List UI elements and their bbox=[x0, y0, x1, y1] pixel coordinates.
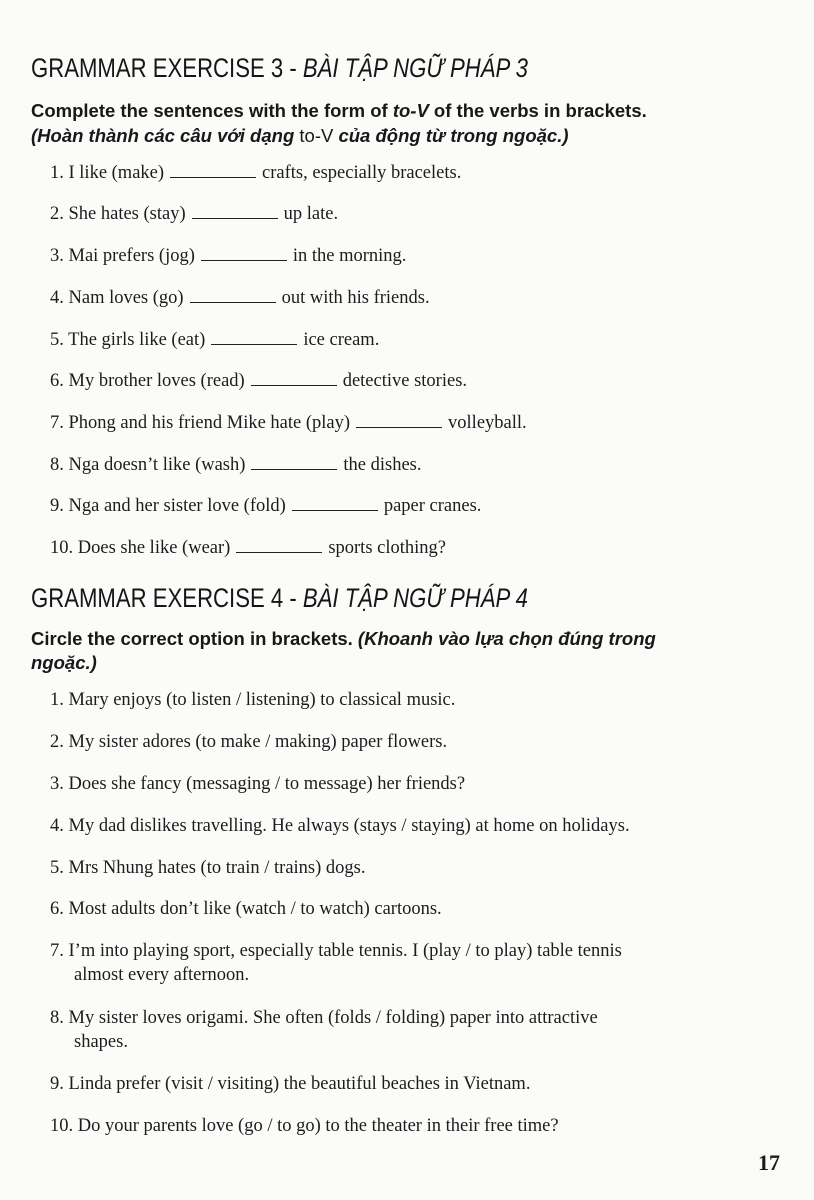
exercise-4-item: 2. My sister adores (to make / making) paper flowers. bbox=[50, 732, 448, 752]
item-text: 4. Nam loves (go) bbox=[50, 288, 184, 308]
answer-blank bbox=[292, 498, 378, 511]
item-text: ice cream. bbox=[303, 330, 380, 350]
item-text: in the morning. bbox=[292, 246, 407, 266]
exercise-4-item: 1. Mary enjoys (to listen / listening) to classical music. bbox=[50, 690, 456, 710]
page-number: 17 bbox=[758, 1150, 780, 1175]
heading-vi: BÀI TẬP NGỮ PHÁP 4 bbox=[302, 583, 528, 613]
exercise-4-item-cont: almost every afternoon. bbox=[74, 965, 250, 985]
instr-text: của động từ trong ngoặc.) bbox=[333, 125, 569, 146]
item-text: crafts, especially bracelets. bbox=[262, 163, 462, 183]
exercise-4-item: 5. Mrs Nhung hates (to train / trains) dogs. bbox=[50, 858, 366, 878]
instr-text: (Khoanh vào lựa chọn đúng trong bbox=[357, 628, 656, 649]
item-text: 10. Does she like (wear) bbox=[50, 538, 231, 558]
exercise-3-heading bbox=[31, 53, 528, 84]
answer-blank bbox=[170, 165, 256, 178]
instr-text: (Hoàn thành các câu với dạng bbox=[31, 125, 300, 146]
exercise-3-item bbox=[50, 413, 527, 434]
answer-blank bbox=[190, 290, 276, 303]
item-text: 1. I like (make) bbox=[50, 163, 165, 183]
item-text: 9. Nga and her sister love (fold) bbox=[50, 496, 286, 516]
answer-blank bbox=[201, 248, 287, 261]
exercise-4-item: 8. My sister loves origami. She often (folds / folding) paper into attractive bbox=[50, 1008, 598, 1028]
answer-blank bbox=[211, 332, 297, 345]
instr-text: of the verbs in brackets. bbox=[428, 100, 647, 121]
exercise-3-item bbox=[50, 163, 461, 184]
item-text: 2. She hates (stay) bbox=[50, 204, 186, 224]
item-text: 8. Nga doesn’t like (wash) bbox=[50, 455, 246, 475]
exercise-4-item: 6. Most adults don’t like (watch / to watch) cartoons. bbox=[50, 899, 442, 919]
instr-text: ngoặc.) bbox=[31, 652, 97, 673]
item-text: volleyball. bbox=[448, 413, 527, 433]
answer-blank bbox=[192, 206, 278, 219]
heading-en: GRAMMAR EXERCISE 4 - bbox=[31, 583, 303, 613]
item-text: out with his friends. bbox=[281, 288, 430, 308]
exercise-4-item: 7. I’m into playing sport, especially table tennis. I (play / to play) table tennis bbox=[50, 941, 622, 961]
item-text: the dishes. bbox=[343, 455, 422, 475]
item-text: paper cranes. bbox=[383, 496, 482, 516]
item-text: 7. Phong and his friend Mike hate (play) bbox=[50, 413, 351, 433]
exercise-4-item: 4. My dad dislikes travelling. He always (stays / staying) at home on holidays. bbox=[50, 816, 630, 836]
instr-text: Circle the correct option in brackets. bbox=[31, 628, 358, 649]
exercise-3-item bbox=[50, 246, 406, 267]
exercise-4-instruction bbox=[31, 628, 656, 650]
exercise-4-item: 3. Does she fancy (messaging / to message) her friends? bbox=[50, 774, 466, 794]
exercise-3-instruction-vi bbox=[31, 125, 569, 147]
heading-vi: BÀI TẬP NGỮ PHÁP 3 bbox=[302, 53, 528, 83]
exercise-3-item bbox=[50, 330, 379, 351]
answer-blank bbox=[251, 373, 337, 386]
item-text: 3. Mai prefers (jog) bbox=[50, 246, 195, 266]
exercise-4-heading bbox=[31, 583, 528, 614]
answer-blank bbox=[356, 415, 442, 428]
exercise-3-instruction bbox=[31, 100, 647, 122]
item-text: 5. The girls like (eat) bbox=[50, 330, 206, 350]
exercise-3-item bbox=[50, 288, 430, 309]
exercise-3-item bbox=[50, 496, 481, 517]
exercise-4-item: 9. Linda prefer (visit / visiting) the beautiful beaches in Vietnam. bbox=[50, 1074, 531, 1094]
exercise-3-item bbox=[50, 455, 422, 476]
item-text: detective stories. bbox=[342, 371, 468, 391]
exercise-3-item bbox=[50, 204, 338, 225]
heading-en: GRAMMAR EXERCISE 3 - bbox=[31, 53, 303, 83]
instr-text: to-V bbox=[392, 100, 429, 121]
exercise-3-item bbox=[50, 538, 446, 559]
exercise-3-item bbox=[50, 371, 467, 392]
exercise-4-item: 10. Do your parents love (go / to go) to the theater in their free time? bbox=[50, 1116, 559, 1136]
answer-blank bbox=[236, 540, 322, 553]
item-text: up late. bbox=[283, 204, 339, 224]
instr-text: to-V bbox=[299, 125, 334, 146]
instr-text: Complete the sentences with the form of bbox=[31, 100, 393, 121]
answer-blank bbox=[251, 457, 337, 470]
item-text: 6. My brother loves (read) bbox=[50, 371, 245, 391]
exercise-4-instruction-cont bbox=[31, 652, 97, 674]
item-text: sports clothing? bbox=[328, 538, 446, 558]
exercise-4-item-cont: shapes. bbox=[74, 1032, 128, 1052]
